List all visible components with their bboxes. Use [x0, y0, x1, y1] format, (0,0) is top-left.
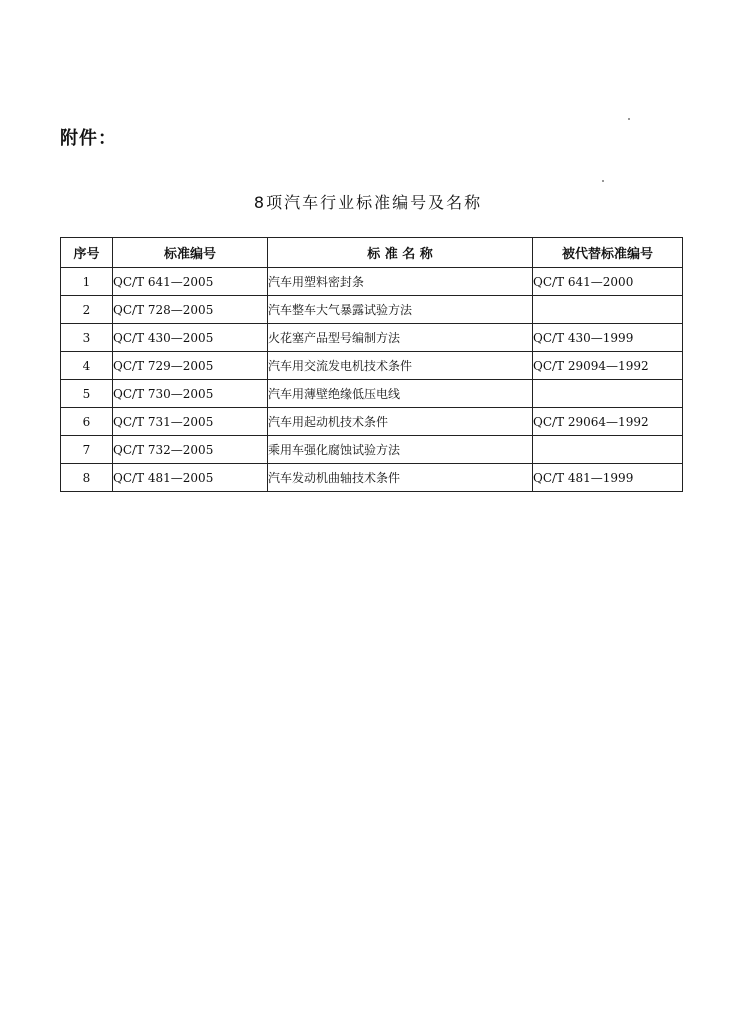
table-row — [61, 296, 683, 324]
table-row — [61, 324, 683, 352]
table-row — [61, 464, 683, 492]
row-seq: 7 — [61, 436, 113, 464]
row-standard-code: QC/T 732—2005 — [113, 436, 268, 464]
row-replaced-code: QC/T 641—2000 — [533, 268, 683, 296]
row-standard-code: QC/T 430—2005 — [113, 324, 268, 352]
row-standard-code: QC/T 730—2005 — [113, 380, 268, 408]
row-standard-code: QC/T 729—2005 — [113, 352, 268, 380]
row-replaced-code: QC/T 29094—1992 — [533, 352, 683, 380]
scan-speck — [602, 180, 604, 182]
row-standard-name: 汽车用起动机技术条件 — [268, 408, 533, 436]
standards-table — [60, 237, 683, 492]
row-seq: 5 — [61, 380, 113, 408]
row-standard-name: 汽车发动机曲轴技术条件 — [268, 464, 533, 492]
row-standard-name: 汽车用薄壁绝缘低压电线 — [268, 380, 533, 408]
table-row — [61, 408, 683, 436]
header-standard-code: 标准编号 — [113, 238, 268, 268]
table-header-row — [61, 238, 683, 268]
row-seq: 3 — [61, 324, 113, 352]
table-row — [61, 268, 683, 296]
attachment-label: 附件： — [60, 128, 117, 149]
header-standard-name: 标 准 名 称 — [268, 238, 533, 268]
row-standard-name: 汽车整车大气暴露试验方法 — [268, 296, 533, 324]
row-replaced-code: QC/T 29064—1992 — [533, 408, 683, 436]
header-seq: 序号 — [61, 238, 113, 268]
row-standard-name: 汽车用交流发电机技术条件 — [268, 352, 533, 380]
document-title: 8项汽车行业标准编号及名称 — [253, 193, 483, 212]
row-seq: 2 — [61, 296, 113, 324]
row-seq: 4 — [61, 352, 113, 380]
row-seq: 6 — [61, 408, 113, 436]
row-standard-code: QC/T 641—2005 — [113, 268, 268, 296]
row-replaced-code — [533, 436, 683, 464]
table-row — [61, 436, 683, 464]
scan-speck — [628, 118, 630, 120]
row-standard-name: 汽车用塑料密封条 — [268, 268, 533, 296]
row-standard-code: QC/T 728—2005 — [113, 296, 268, 324]
row-seq: 1 — [61, 268, 113, 296]
table-row — [61, 352, 683, 380]
row-replaced-code — [533, 296, 683, 324]
header-replaced-code: 被代替标准编号 — [533, 238, 683, 268]
row-replaced-code: QC/T 481—1999 — [533, 464, 683, 492]
row-seq: 8 — [61, 464, 113, 492]
row-standard-name: 火花塞产品型号编制方法 — [268, 324, 533, 352]
row-replaced-code — [533, 380, 683, 408]
row-replaced-code: QC/T 430—1999 — [533, 324, 683, 352]
row-standard-code: QC/T 731—2005 — [113, 408, 268, 436]
row-standard-code: QC/T 481—2005 — [113, 464, 268, 492]
table-row — [61, 380, 683, 408]
row-standard-name: 乘用车强化腐蚀试验方法 — [268, 436, 533, 464]
